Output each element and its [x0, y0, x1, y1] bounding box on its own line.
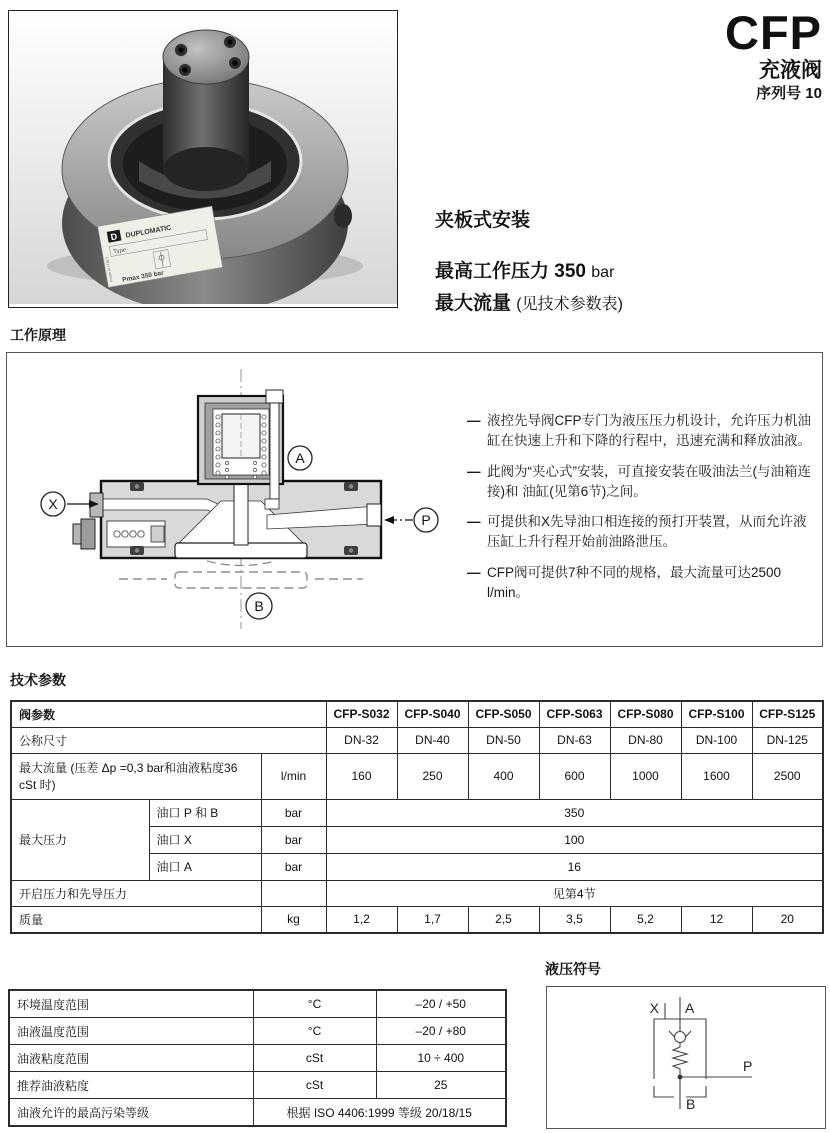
mass-unit: kg: [261, 906, 326, 933]
ambient-temp-label: 环境温度范围: [9, 990, 253, 1018]
bullet-text: 可提供和X先导油口相连接的预打开装置，从而允许液压缸上升行程开始前油路泄压。: [487, 514, 807, 550]
nominal-size-value: DN-125: [752, 727, 823, 753]
nominal-size-value: DN-63: [539, 727, 610, 753]
max-pressure-label: 最高工作压力: [435, 261, 550, 282]
type-text: Type: [112, 247, 127, 256]
series-number: 序列号 10: [756, 85, 822, 103]
max-flow-line: [435, 288, 815, 315]
max-flow-note: (见技术参数表): [516, 296, 623, 313]
model-header: CFP-S050: [468, 701, 539, 727]
max-flow-value: 1000: [610, 753, 681, 799]
opening-pressure-label: 开启压力和先导压力: [11, 880, 261, 906]
ambient-temp-value: –20 / +50: [376, 990, 506, 1018]
viscosity-range-value: 10 ÷ 400: [376, 1045, 506, 1072]
symbol-spring: [673, 1043, 687, 1077]
model-header: CFP-S040: [397, 701, 468, 727]
bullet-text: CFP阀可提供7种不同的规格，最大流量可达2500 l/min。: [487, 564, 782, 600]
mass-value: 12: [681, 906, 752, 933]
port-pb-unit: bar: [261, 799, 326, 826]
port-a-unit: bar: [261, 853, 326, 880]
bullet-text: 此阀为“夹心式”安装，可直接安装在吸油法兰(与油箱连接)和 油缸(见第6节)之间。: [487, 463, 811, 499]
table-row: [9, 1045, 506, 1072]
max-flow-value: 600: [539, 753, 610, 799]
cylinder-base: [163, 147, 249, 191]
port-pb-label: 油口 P 和 B: [149, 799, 261, 826]
table-row: [11, 906, 823, 933]
p-arrow: [384, 516, 394, 524]
table-row: [9, 1099, 506, 1127]
tech-data-heading: 技术参数: [10, 672, 66, 688]
contamination-label: 油液允许的最高污染等级: [9, 1099, 253, 1127]
mass-value: 1,2: [326, 906, 397, 933]
model-header: CFP-S125: [752, 701, 823, 727]
nominal-size-value: DN-40: [397, 727, 468, 753]
brand-text: DUPLOMATIC: [125, 224, 172, 240]
port-x-value: 100: [326, 826, 823, 853]
table-row: [11, 880, 823, 906]
mass-value: 3,5: [539, 906, 610, 933]
max-pressure-line: [435, 256, 815, 283]
cross-section-diagram: [7, 353, 467, 644]
bullet-item: [467, 512, 817, 553]
max-flow-value: 160: [326, 753, 397, 799]
max-flow-value: 400: [468, 753, 539, 799]
svg-text:A: A: [295, 450, 305, 466]
bullet-marker: —: [467, 514, 481, 529]
port-label-b: [246, 593, 272, 619]
port-label-p: [384, 508, 438, 532]
symbol-port-a: A: [685, 1000, 695, 1016]
bullet-marker: —: [467, 463, 481, 479]
bullet-item: [467, 462, 817, 503]
junction-dot: [678, 1075, 683, 1080]
port-a-label: 油口 A: [149, 853, 261, 880]
nominal-size-value: DN-32: [326, 727, 397, 753]
valve-photo-illustration: [9, 11, 397, 304]
port-a-value: 16: [326, 853, 823, 880]
symbol-port-p: P: [743, 1058, 753, 1074]
table-row: [9, 1072, 506, 1099]
table-row: [9, 1018, 506, 1045]
max-pressure-label: 最大压力: [11, 799, 149, 880]
viscosity-range-unit: cSt: [253, 1045, 376, 1072]
working-principle-bullets: [467, 411, 817, 613]
max-pressure-unit: bar: [591, 264, 615, 281]
fluid-temp-label: 油液温度范围: [9, 1018, 253, 1045]
valve-params-header: 阀参数: [11, 701, 326, 727]
recommended-viscosity-value: 25: [376, 1072, 506, 1099]
mass-value: 20: [752, 906, 823, 933]
bullet-text: 液控先导阀CFP专门为液压压力机设计，允许压力机油缸在快速上升和下降的行程中，迅速充满和释放油液。: [487, 413, 811, 449]
max-flow-unit: l/min: [261, 753, 326, 799]
svg-text:P: P: [421, 512, 431, 528]
port-label-a: [288, 446, 312, 470]
port-x-label: 油口 X: [149, 826, 261, 853]
model-header: CFP-S032: [326, 701, 397, 727]
port-x-unit: bar: [261, 826, 326, 853]
product-photo: [8, 10, 398, 308]
working-principle-heading: 工作原理: [10, 327, 66, 343]
hydraulic-symbol-box: [546, 986, 826, 1129]
model-header: CFP-S063: [539, 701, 610, 727]
mounting-type: 夹板式安装: [435, 210, 531, 231]
bullet-item: [467, 563, 817, 604]
max-flow-value: 1600: [681, 753, 752, 799]
mass-value: 1,7: [397, 906, 468, 933]
symbol-port-x: X: [649, 1000, 659, 1016]
ambient-temp-unit: °C: [253, 990, 376, 1018]
p-port-opening: [367, 504, 381, 526]
model-header: CFP-S100: [681, 701, 752, 727]
nominal-size-value: DN-80: [610, 727, 681, 753]
opening-pressure-value: 见第4节: [326, 880, 823, 906]
symbol-port-b: B: [686, 1096, 696, 1112]
recommended-viscosity-label: 推荐油液粘度: [9, 1072, 253, 1099]
empty-unit-cell: [261, 880, 326, 906]
bullet-item: [467, 411, 817, 452]
nominal-size-value: DN-100: [681, 727, 752, 753]
max-flow-value: 2500: [752, 753, 823, 799]
port-pb-value: 350: [326, 799, 823, 826]
recommended-viscosity-unit: cSt: [253, 1072, 376, 1099]
table-row: [11, 799, 823, 826]
tech-data-table: [10, 700, 824, 934]
fluid-temp-value: –20 / +80: [376, 1018, 506, 1045]
mass-value: 2,5: [468, 906, 539, 933]
svg-text:X: X: [48, 496, 58, 512]
logo-letter: D: [109, 231, 119, 243]
product-code: CFP: [725, 6, 822, 59]
product-name: 充液阀: [759, 59, 822, 83]
mass-label: 质量: [11, 906, 261, 933]
nominal-size-value: DN-50: [468, 727, 539, 753]
table-row: [11, 701, 823, 727]
working-principle-box: [6, 352, 823, 647]
table-row: [11, 727, 823, 753]
bullet-marker: —: [467, 413, 481, 428]
hydraulic-symbol: [547, 987, 823, 1126]
check-valve-ball: [675, 1032, 686, 1043]
table-row: [9, 990, 506, 1018]
max-flow-value: 250: [397, 753, 468, 799]
model-header: CFP-S080: [610, 701, 681, 727]
title-block: [725, 8, 822, 102]
fluid-data-table: [8, 989, 507, 1127]
side-port-hole: [334, 204, 352, 228]
nominal-size-label: 公称尺寸: [11, 727, 326, 753]
max-pressure-value: 350: [554, 261, 586, 282]
pilot-plug: [81, 519, 95, 549]
origin-text: made in ITALY: [104, 255, 114, 283]
max-flow-label: 最大流量 (压差 Δp =0,3 bar和油液粘度36 cSt 时): [11, 753, 261, 799]
hydraulic-symbol-heading: 液压符号: [545, 961, 601, 977]
svg-text:B: B: [254, 598, 264, 614]
fluid-temp-unit: °C: [253, 1018, 376, 1045]
pilot-tube: [270, 403, 279, 499]
contamination-value: 根据 ISO 4406:1999 等级 20/18/15: [253, 1099, 506, 1127]
bullet-marker: —: [467, 564, 481, 580]
intro-block: [435, 205, 815, 315]
pilot-tube-cap: [266, 390, 283, 403]
viscosity-range-label: 油液粘度范围: [9, 1045, 253, 1072]
mass-value: 5,2: [610, 906, 681, 933]
pmax-text: Pmax 350 bar: [121, 269, 165, 284]
max-flow-label: 最大流量: [435, 293, 512, 314]
table-row: [11, 753, 823, 799]
